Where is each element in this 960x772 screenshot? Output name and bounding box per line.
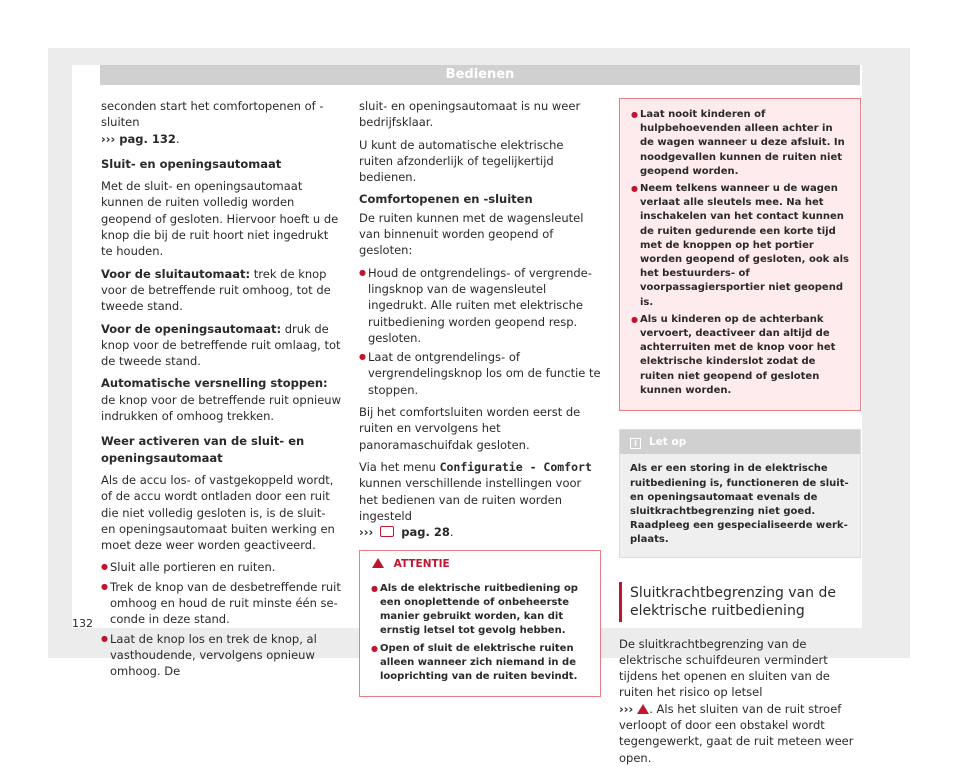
paragraph: Voor de openingsautomaat: druk de knop voor de betreffende ruit omlaag, tot de tweede stand.: [101, 321, 341, 369]
warning-triangle-icon: [637, 704, 649, 714]
column-3: [619, 98, 861, 772]
subheading: Weer activeren van de sluit- en openingsautomaat: [101, 434, 305, 465]
paragraph: Via het menu Configuratie - Comfort kunnen verschillende instellingen voor het bedienen van de ruiten worden ingesteld ››› pag. 28.: [359, 459, 592, 540]
warning-triangle-icon: [372, 558, 384, 568]
book-icon: [380, 526, 394, 537]
warning-header: ATTENTIE: [360, 551, 600, 575]
warning-item: ● Als u kinderen op de achterbank vervoert, deactiveer dan altijd de achterruiten met de knop voor het elektrische kinderslot zodat de ruiten niet geopend of gesloten kunnen worden.: [631, 313, 849, 398]
warning-box: [359, 550, 601, 697]
page-reference-link[interactable]: ››› pag. 28: [359, 525, 450, 540]
info-icon: i: [630, 438, 641, 449]
warning-item: ● Neem telkens wanneer u de wagen verlaat alle sleutels mee. Na het inschakelen van het contact kunnen de ruiten gedurende een korte tijd met de knoppen op het portier worden geopend of gesloten, ook als het bestuurders- of voorpassagiersportier niet geopend is.: [631, 182, 849, 310]
list-item: ● Laat de knop los en trek de knop, al vasthoudende, vervolgens opnieuw omhoog. De: [101, 631, 341, 680]
paragraph: De sluitkrachtbegrenzing van de elektrische schuifdeuren vermindert tijdens het openen en sluiten van de ruiten het risico op letsel ››› . Als het sluiten van de ruit stroef verloopt of door een obstakel wordt tegengewerkt, gaat de ruit meteen weer open.: [619, 636, 854, 765]
paragraph: seconden start het comfortopenen of -sluiten ››› pag. 132.: [101, 99, 324, 146]
page-number: 132: [72, 617, 93, 630]
note-body: Als er een storing in de elektrische ruitbediening is, functioneren de sluit- en openingsautomaat evenals de sluitkrachtbegrenzing niet goed. Raadpleeg een gespecialiseerde werkplaats.: [630, 463, 849, 546]
paragraph: Bij het comfortsluiten worden eerst de ruiten en vervolgens het panoramaschuifdak gesloten.: [359, 405, 581, 452]
page-reference-link[interactable]: ››› pag. 132: [101, 131, 176, 146]
column-2: [359, 98, 601, 697]
list-item: ● Sluit alle portieren en ruiten.: [101, 559, 341, 575]
section-header: Bedienen: [100, 65, 860, 85]
subheading: Sluit- en openingsautomaat: [101, 156, 282, 171]
warning-body: [360, 576, 600, 696]
list-item: ● Houd de ontgrendelings- of vergrendelingsknop van de wagensleutel ingedrukt. Alle ruiten met elektrische ruitbediening worden geopend resp. gesloten.: [359, 265, 601, 346]
note-header: i Let op: [620, 430, 860, 454]
paragraph: sluit- en openingsautomaat is nu weer bedrijfsklaar.: [359, 99, 581, 130]
warning-item: ● Open of sluit de elektrische ruiten alleen wanneer zich niemand in de looprichting van de ruiten bevindt.: [371, 642, 589, 685]
paragraph: Als de accu los- of vastgekoppeld wordt, of de accu wordt ontladen door een ruit die niet volledig gesloten is, is de sluit- en openingsautomaat buiten werking en moet deze weer worden geactiveerd.: [101, 472, 335, 553]
paragraph: Met de sluit- en openingsautomaat kunnen de ruiten volledig worden geopend of gesloten. Hiervoor hoeft u de knop die bij de ruit hoort niet ingedrukt te houden.: [101, 179, 339, 259]
warning-reference-link[interactable]: ›››: [619, 702, 649, 716]
list-item: ● Laat de ontgrendelings- of vergrendelingsknop los om de functie te stoppen.: [359, 349, 601, 398]
section-title: Sluitkrachtbegrenzing van de elektrische ruitbediening: [619, 582, 861, 622]
warning-box-continued: [619, 98, 861, 411]
note-box: [619, 429, 861, 558]
paragraph: U kunt de automatische elektrische ruiten afzonderlijk of tegelijkertijd bedienen.: [359, 137, 564, 185]
paragraph: De ruiten kunnen met de wagensleutel van binnenuit worden geopend of gesloten:: [359, 210, 584, 258]
column-1: [101, 98, 341, 683]
warning-item: ● Laat nooit kinderen of hulpbehoevenden alleen achter in de wagen wanneer u deze afsluit. In noodgevallen kunnen de ruiten niet geopend worden.: [631, 108, 849, 179]
list-item: ● Trek de knop van de desbetreffende ruit omhoog en houd de ruit minste één seconde in deze stand.: [101, 579, 341, 628]
subheading: Comfortopenen en -sluiten: [359, 192, 533, 207]
warning-item: ● Als de elektrische ruitbediening op een onoplettende of onbeheerste manier gebruikt worden, kan dit ernstig letsel tot gevolg hebben.: [371, 582, 589, 639]
paragraph: Automatische versnelling stoppen: de knop voor de betreffende ruit opnieuw indrukken of omhoog trekken.: [101, 376, 341, 424]
warning-body: [620, 99, 860, 410]
paragraph: Voor de sluitautomaat: trek de knop voor de betreffende ruit omhoog, tot de tweede stand.: [101, 266, 331, 314]
